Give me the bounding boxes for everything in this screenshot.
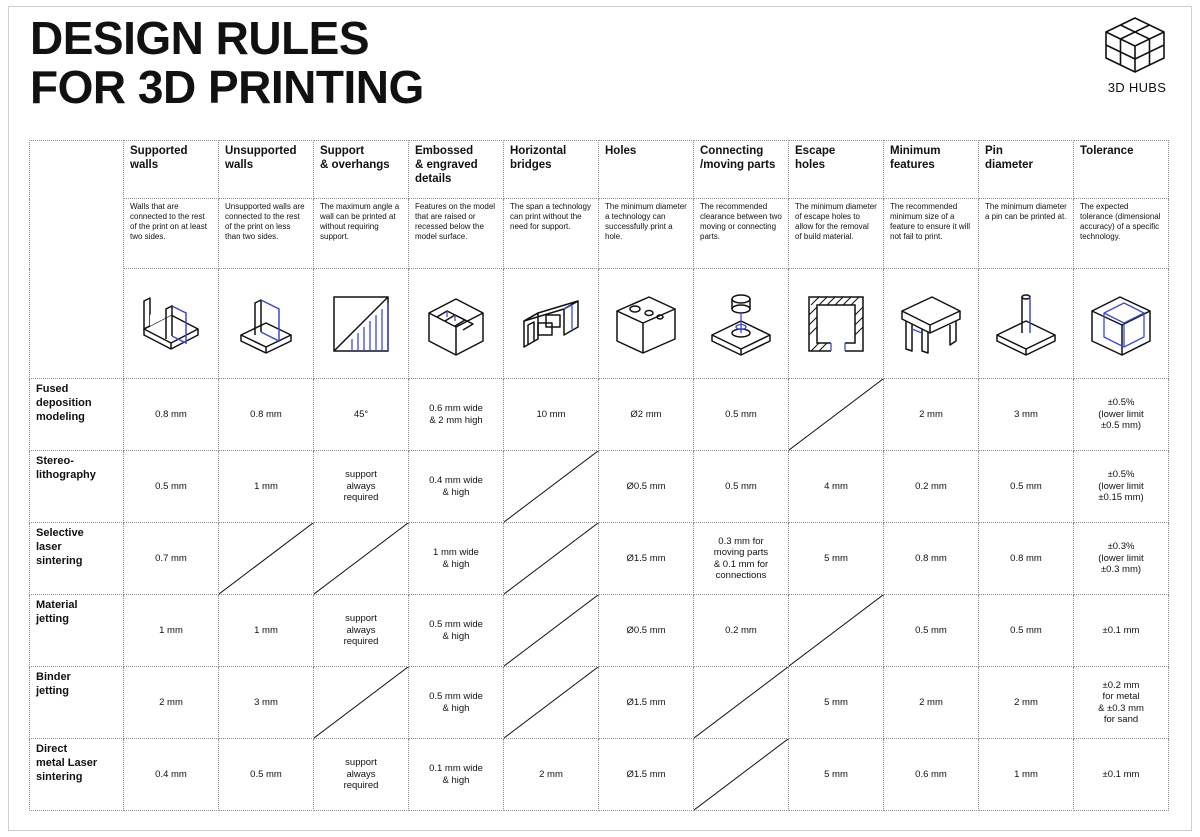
value-cell: 1 mm — [219, 451, 314, 523]
column-description: Walls that are connected to the rest of the print on at least two sides. — [124, 199, 219, 269]
value-cell: 0.8 mm — [124, 379, 219, 451]
column-name: Unsupported walls — [219, 141, 314, 199]
value-cell: 0.5 mm — [694, 451, 789, 523]
value-cell: 1 mm — [219, 595, 314, 667]
diagonal-slash — [504, 523, 598, 594]
tolerance-icon — [1086, 289, 1156, 359]
not-applicable-cell — [504, 667, 599, 739]
column-description: Unsupported walls are connected to the rest of the print on less than two sides. — [219, 199, 314, 269]
row-label: Selective laser sintering — [30, 523, 124, 595]
value-cell: 0.7 mm — [124, 523, 219, 595]
pin-diameter-icon — [991, 289, 1061, 359]
value-cell: 0.5 mm wide & high — [409, 595, 504, 667]
hex-grid-logo-icon — [1102, 16, 1168, 74]
row-label: Direct metal Laser sintering — [30, 739, 124, 811]
holes-icon — [611, 289, 681, 359]
column-name: Embossed & engraved details — [409, 141, 504, 199]
table-row — [30, 379, 1169, 451]
diagonal-slash — [219, 523, 313, 594]
column-name: Connecting /moving parts — [694, 141, 789, 199]
unsupported-wall-icon — [231, 289, 301, 359]
value-cell: ±0.5% (lower limit ±0.15 mm) — [1074, 451, 1169, 523]
value-cell: 0.6 mm — [884, 739, 979, 811]
not-applicable-cell — [789, 595, 884, 667]
table-row — [30, 523, 1169, 595]
value-cell: 0.5 mm wide & high — [409, 667, 504, 739]
value-cell: 1 mm — [979, 739, 1074, 811]
not-applicable-cell — [314, 523, 409, 595]
value-cell: 0.2 mm — [884, 451, 979, 523]
diagonal-slash — [314, 523, 408, 594]
diagonal-slash — [694, 667, 788, 738]
embossed-details-icon — [421, 289, 491, 359]
value-cell: 3 mm — [219, 667, 314, 739]
value-cell: Ø1.5 mm — [599, 523, 694, 595]
value-cell: Ø0.5 mm — [599, 595, 694, 667]
value-cell: 1 mm — [124, 595, 219, 667]
value-cell: 2 mm — [979, 667, 1074, 739]
value-cell: 0.5 mm — [979, 451, 1074, 523]
value-cell: 0.5 mm — [694, 379, 789, 451]
column-name: Minimum features — [884, 141, 979, 199]
diagonal-slash — [789, 595, 883, 666]
diagonal-slash — [694, 739, 788, 810]
value-cell: 5 mm — [789, 739, 884, 811]
value-cell: ±0.1 mm — [1074, 739, 1169, 811]
value-cell: 0.6 mm wide & 2 mm high — [409, 379, 504, 451]
column-name: Horizontal bridges — [504, 141, 599, 199]
not-applicable-cell — [504, 451, 599, 523]
overhang-icon — [326, 289, 396, 359]
page-title: DESIGN RULES FOR 3D PRINTING — [30, 12, 424, 113]
column-description: The span a technology can print without the need for support. — [504, 199, 599, 269]
not-applicable-cell — [219, 523, 314, 595]
not-applicable-cell — [694, 739, 789, 811]
value-cell: 5 mm — [789, 523, 884, 595]
value-cell: 2 mm — [124, 667, 219, 739]
horizontal-bridge-icon — [516, 289, 586, 359]
value-cell: 3 mm — [979, 379, 1074, 451]
value-cell: Ø0.5 mm — [599, 451, 694, 523]
column-description: The maximum angle a wall can be printed at without requiring support. — [314, 199, 409, 269]
column-name: Pin diameter — [979, 141, 1074, 199]
value-cell: 5 mm — [789, 667, 884, 739]
column-description: The recommended minimum size of a feature to ensure it will not fail to print. — [884, 199, 979, 269]
corner-cell — [30, 141, 124, 379]
value-cell: 0.5 mm — [884, 595, 979, 667]
not-applicable-cell — [789, 379, 884, 451]
not-applicable-cell — [314, 667, 409, 739]
column-description: The minimum diameter a pin can be printed at. — [979, 199, 1074, 269]
moving-parts-icon — [706, 289, 776, 359]
value-cell: 0.8 mm — [884, 523, 979, 595]
diagonal-slash — [504, 595, 598, 666]
value-cell: Ø1.5 mm — [599, 667, 694, 739]
value-cell: 2 mm — [884, 667, 979, 739]
value-cell: 0.4 mm — [124, 739, 219, 811]
value-cell: 10 mm — [504, 379, 599, 451]
minimum-features-icon — [896, 289, 966, 359]
value-cell: ±0.1 mm — [1074, 595, 1169, 667]
not-applicable-cell — [694, 667, 789, 739]
value-cell: 0.8 mm — [979, 523, 1074, 595]
diagonal-slash — [504, 451, 598, 522]
value-cell: 4 mm — [789, 451, 884, 523]
value-cell: 0.2 mm — [694, 595, 789, 667]
header-name-row — [30, 141, 1169, 199]
value-cell: ±0.5% (lower limit ±0.5 mm) — [1074, 379, 1169, 451]
table-row — [30, 595, 1169, 667]
not-applicable-cell — [504, 523, 599, 595]
value-cell: 0.3 mm for moving parts & 0.1 mm for connections — [694, 523, 789, 595]
value-cell: 0.5 mm — [979, 595, 1074, 667]
diagonal-slash — [504, 667, 598, 738]
column-description: The minimum diameter of escape holes to allow for the removal of build material. — [789, 199, 884, 269]
value-cell: support always required — [314, 739, 409, 811]
row-label: Binder jetting — [30, 667, 124, 739]
value-cell: 1 mm wide & high — [409, 523, 504, 595]
column-description: The expected tolerance (dimensional accuracy) of a specific technology. — [1074, 199, 1169, 269]
column-name: Holes — [599, 141, 694, 199]
column-name: Escape holes — [789, 141, 884, 199]
diagonal-slash — [789, 379, 883, 450]
value-cell: support always required — [314, 595, 409, 667]
column-description: The minimum diameter a technology can successfully print a hole. — [599, 199, 694, 269]
header-description-row — [30, 199, 1169, 269]
header-icon-row — [30, 269, 1169, 379]
design-rules-table — [29, 140, 1169, 811]
column-description: The recommended clearance between two moving or connecting parts. — [694, 199, 789, 269]
value-cell: support always required — [314, 451, 409, 523]
value-cell: 2 mm — [504, 739, 599, 811]
value-cell: 0.5 mm — [124, 451, 219, 523]
value-cell: Ø2 mm — [599, 379, 694, 451]
table-row — [30, 667, 1169, 739]
diagonal-slash — [314, 667, 408, 738]
row-label: Material jetting — [30, 595, 124, 667]
value-cell: 0.1 mm wide & high — [409, 739, 504, 811]
column-name: Supported walls — [124, 141, 219, 199]
value-cell: 2 mm — [884, 379, 979, 451]
table-row — [30, 739, 1169, 811]
table-row — [30, 451, 1169, 523]
value-cell: 0.8 mm — [219, 379, 314, 451]
column-name: Tolerance — [1074, 141, 1169, 199]
value-cell: 45° — [314, 379, 409, 451]
value-cell: ±0.2 mm for metal & ±0.3 mm for sand — [1074, 667, 1169, 739]
value-cell: 0.4 mm wide & high — [409, 451, 504, 523]
value-cell: Ø1.5 mm — [599, 739, 694, 811]
row-label: Fused deposition modeling — [30, 379, 124, 451]
escape-holes-icon — [801, 289, 871, 359]
supported-wall-icon — [136, 289, 206, 359]
column-name: Support & overhangs — [314, 141, 409, 199]
brand-name: 3D HUBS — [1107, 80, 1167, 95]
not-applicable-cell — [504, 595, 599, 667]
column-description: Features on the model that are raised or recessed below the model surface. — [409, 199, 504, 269]
value-cell: 0.5 mm — [219, 739, 314, 811]
value-cell: ±0.3% (lower limit ±0.3 mm) — [1074, 523, 1169, 595]
row-label: Stereo- lithography — [30, 451, 124, 523]
